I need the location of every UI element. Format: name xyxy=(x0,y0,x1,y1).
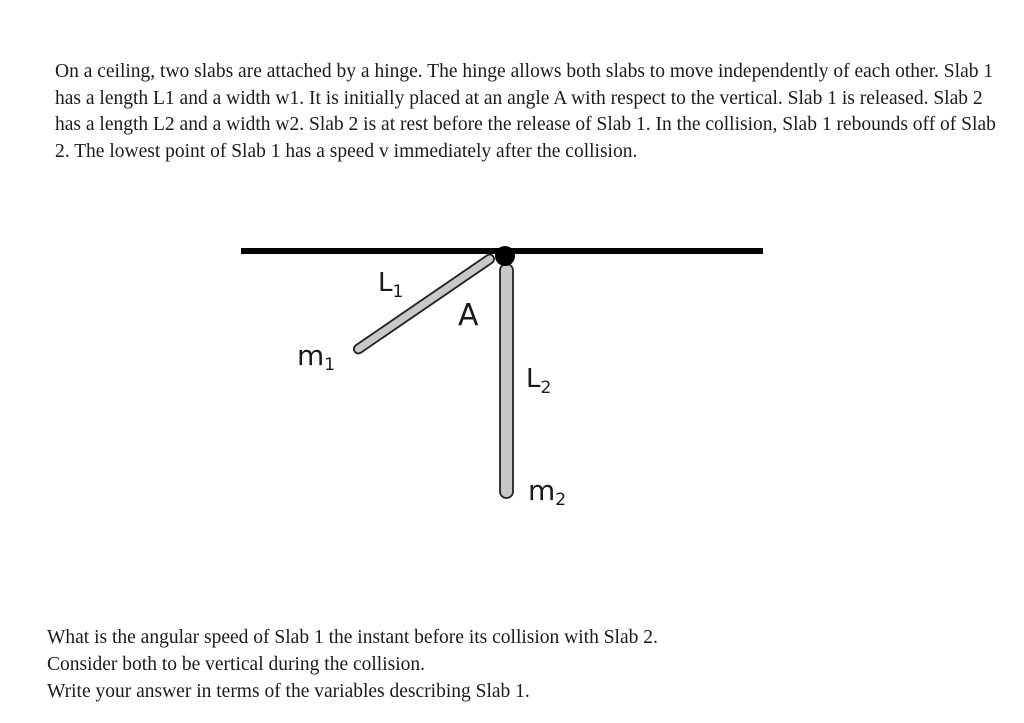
label-L2: $L_2$ xyxy=(526,364,552,398)
label-m2: m2 xyxy=(528,474,567,510)
question-line-3: Write your answer in terms of the variables describing Slab 1. xyxy=(47,681,530,702)
label-L1: $L_1$ xyxy=(378,268,404,302)
question-block xyxy=(47,624,1007,705)
label-m1: m1 xyxy=(297,339,336,375)
problem-statement: On a ceiling, two slabs are attached by a hinge. The hinge allows both slabs to move independently of each other. Slab 1 has a length L1 and a width w1. It is initially placed at an angle A with respect to the vertical. Slab 1 is released. Slab 2 has a length L2 and a width w2. Slab 2 is at rest before the release of Slab 1. In the collision, Slab 1 rebounds off of Slab 2. The lowest point of Slab 1 has a speed v immediately after the collision. xyxy=(55,61,996,162)
label-angle-A: A xyxy=(458,298,479,333)
hinge xyxy=(495,246,515,266)
slab-2 xyxy=(500,264,513,498)
question-line-2: Consider both to be vertical during the collision. xyxy=(47,654,426,675)
question-line-1: What is the angular speed of Slab 1 the instant before its collision with Slab 2. xyxy=(47,627,658,648)
